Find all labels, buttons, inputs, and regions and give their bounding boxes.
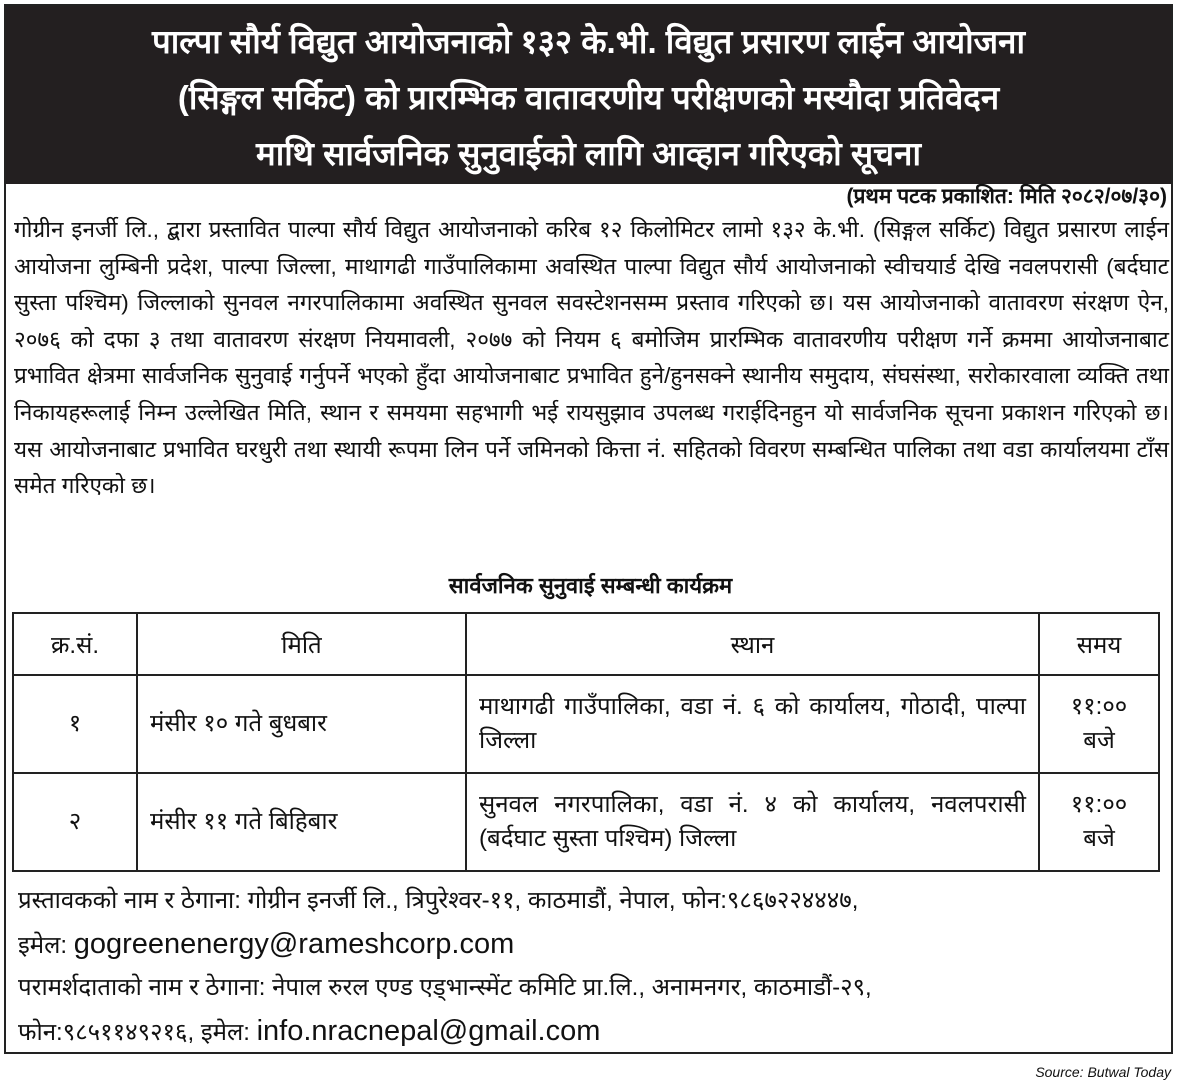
email-label: इमेल:: [18, 931, 68, 959]
source-credit: Source: Butwal Today: [1035, 1064, 1171, 1080]
col-time: समय: [1039, 613, 1159, 675]
col-sn: क्र.सं.: [13, 613, 137, 675]
cell-sn: १: [13, 675, 137, 773]
table-header-row: [13, 613, 1159, 675]
header-line: पाल्पा सौर्य विद्युत आयोजनाको १३२ के.भी. विद्युत प्रसारण लाईन आयोजना: [152, 23, 1025, 60]
header-line: माथि सार्वजनिक सुनुवाईको लागि आव्हान गरिएको सूचना: [255, 135, 921, 172]
header-line: (सिङ्गल सर्किट) को प्रारम्भिक वातावरणीय परीक्षणको मस्यौदा प्रतिवेदन: [177, 79, 1000, 116]
notice-body: गोग्रीन इनर्जी लि., द्बारा प्रस्तावित पाल्पा सौर्य विद्युत आयोजनाको करिब १२ किलोमिटर लामो १३२ के.भी. (सिङ्गल सर्किट) विद्युत प्रसारण लाईन आयोजना लुम्बिनी प्रदेश, पाल्पा जिल्ला, माथागढी गाउँपालिकामा अवस्थित पाल्पा विद्युत सौर्य आयोजनाको स्वीचयार्ड देखि नवलपरासी (बर्दघाट सुस्ता पश्चिम) जिल्लाको सुनवल नगरपालिकामा अवस्थित सुनवल सवस्टेशनसम्म प्रस्ताव गरिएको छ। यस आयोजनाको वातावरण संरक्षण ऐन, २०७६ को दफा ३ तथा वातावरण संरक्षण नियमावली, २०७७ को नियम ६ बमोजिम प्रारम्भिक वातावरणीय परीक्षण गर्ने क्रममा आयोजनाबाट प्रभावित क्षेत्रमा सार्वजनिक सुनुवाई गर्नुपर्ने भएको हुँदा आयोजनाबाट प्रभावित हुने/हुनसक्ने स्थानीय समुदाय, संघसंस्था, सरोकारवाला व्यक्ति तथा निकायहरूलाई निम्न उल्लेखित मिति, स्थान र समयमा सहभागी भई रायसुझाव उपलब्ध गराईदिनहुन यो सार्वजनिक सूचना प्रकाशन गरिएको छ। यस आयोजनाबाट प्रभावित घरधुरी तथा स्थायी रूपमा लिन पर्ने जमिनको कित्ता नं. सहितको विवरण सम्बन्धित पालिका तथा वडा कार्यालयमा टाँस समेत गरिएको छ।: [14, 217, 1169, 499]
contact-info: [18, 880, 1169, 1054]
table-row: [13, 675, 1159, 773]
consultant-email: info.nracnepal@gmail.com: [256, 1014, 601, 1047]
cell-place: माथागढी गाउँपालिका, वडा नं. ६ को कार्यालय, गोठादी, पाल्पा जिल्ला: [466, 675, 1039, 773]
proponent-email: gogreenenergy@rameshcorp.com: [73, 927, 515, 960]
consultant-address: परामर्शदाताको नाम र ठेगाना: नेपाल रुरल एण्ड एड्भान्स्मेंट कमिटि प्रा.लि., अनामनगर, काठमाडौं-२९,: [18, 974, 872, 1001]
table-row: [13, 773, 1159, 871]
publish-date: (प्रथम पटक प्रकाशित: मिति २०८२/०७/३०): [846, 185, 1167, 208]
col-place: स्थान: [466, 613, 1039, 675]
notice-header: [6, 6, 1171, 184]
schedule-table: [12, 612, 1160, 872]
cell-date: मंसीर ११ गते बिहिबार: [137, 773, 466, 871]
proponent-address: प्रस्तावकको नाम र ठेगाना: गोग्रीन इनर्जी लि., त्रिपुरेश्वर-११, काठमाडौं, नेपाल, फोन:९८६७२२४४४७,: [18, 887, 859, 914]
col-date: मिति: [137, 613, 466, 675]
table-title: सार्वजनिक सुनुवाई सम्बन्धी कार्यक्रम: [448, 573, 733, 598]
cell-place: सुनवल नगरपालिका, वडा नं. ४ को कार्यालय, नवलपरासी (बर्दघाट सुस्ता पश्चिम) जिल्ला: [466, 773, 1039, 871]
cell-time: ११:०० बजे: [1039, 773, 1159, 871]
consultant-phone: फोन:९८५११४९२१६, इमेल:: [18, 1018, 250, 1046]
cell-date: मंसीर १० गते बुधबार: [137, 675, 466, 773]
cell-time: ११:०० बजे: [1039, 675, 1159, 773]
cell-sn: २: [13, 773, 137, 871]
